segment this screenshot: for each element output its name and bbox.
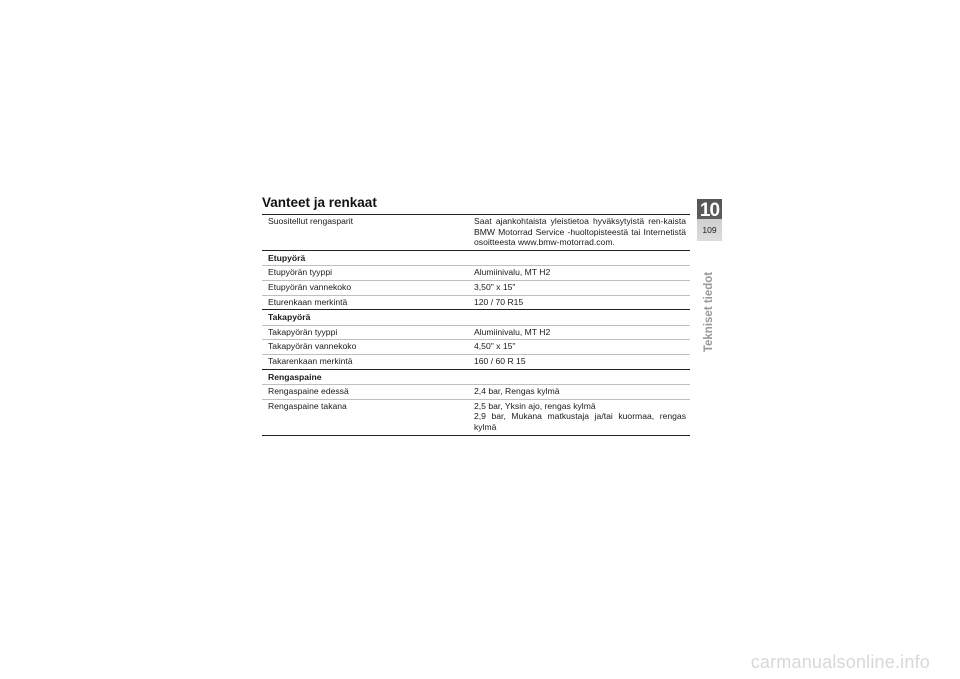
section-header-rear-wheel: Takapyörä xyxy=(262,309,690,325)
section-header-tire-pressure: Rengaspaine xyxy=(262,369,690,385)
table-cell-label: Takarenkaan merkintä xyxy=(268,355,353,366)
table-cell-value: 120 / 70 R15 xyxy=(474,296,524,307)
table-row xyxy=(262,399,690,435)
pressure-rear-loaded: 2,9 bar, Mukana matkustaja ja/tai kuormaa, rengas kylmä xyxy=(474,411,686,432)
table-row xyxy=(262,354,690,369)
chapter-number: 10 xyxy=(699,200,720,221)
table-cell-label: Rengaspaine edessä xyxy=(268,386,349,397)
table-row xyxy=(262,325,690,340)
table-cell-value: Saat ajankohtaista yleistietoa hyväksytyistä ren-kaista BMW Motorrad Service -huoltopisteestä tai Internetistä osoitteesta www.bmw-motorrad.com. xyxy=(474,216,686,248)
table-cell-label: Etupyörän vannekoko xyxy=(268,281,352,292)
table-row xyxy=(262,384,690,399)
table-cell-value: 3,50" x 15" xyxy=(474,281,516,292)
table-cell-label: Takapyörän tyyppi xyxy=(268,326,338,337)
table-row xyxy=(262,280,690,295)
table-cell-value: 4,50" x 15" xyxy=(474,341,516,352)
table-row-recommended xyxy=(262,214,690,250)
table-cell-value: Alumiinivalu, MT H2 xyxy=(474,326,551,337)
table-cell-value xyxy=(468,401,690,433)
table-cell-label: Etupyörän tyyppi xyxy=(268,267,333,278)
spec-table xyxy=(262,214,690,436)
table-row xyxy=(262,265,690,280)
chapter-tab xyxy=(697,199,722,241)
chapter-title: Tekniset tiedot xyxy=(703,271,715,353)
table-cell-value: 160 / 60 R 15 xyxy=(474,355,526,366)
page-number: 109 xyxy=(702,225,717,235)
table-cell-value: Alumiinivalu, MT H2 xyxy=(474,267,551,278)
watermark: carmanualsonline.info xyxy=(750,652,930,672)
table-row xyxy=(262,295,690,310)
pressure-rear-solo: 2,5 bar, Yksin ajo, rengas kylmä xyxy=(474,400,596,411)
section-header-front-wheel: Etupyörä xyxy=(262,250,690,266)
table-cell-label: Takapyörän vannekoko xyxy=(268,341,357,352)
table-cell-label: Eturenkaan merkintä xyxy=(268,296,348,307)
table-cell-label: Suositellut rengasparit xyxy=(268,216,354,226)
table-row xyxy=(262,339,690,354)
table-cell-label: Rengaspaine takana xyxy=(268,400,347,411)
table-cell-value: 2,4 bar, Rengas kylmä xyxy=(474,386,560,397)
page-title: Vanteet ja renkaat xyxy=(262,195,377,210)
